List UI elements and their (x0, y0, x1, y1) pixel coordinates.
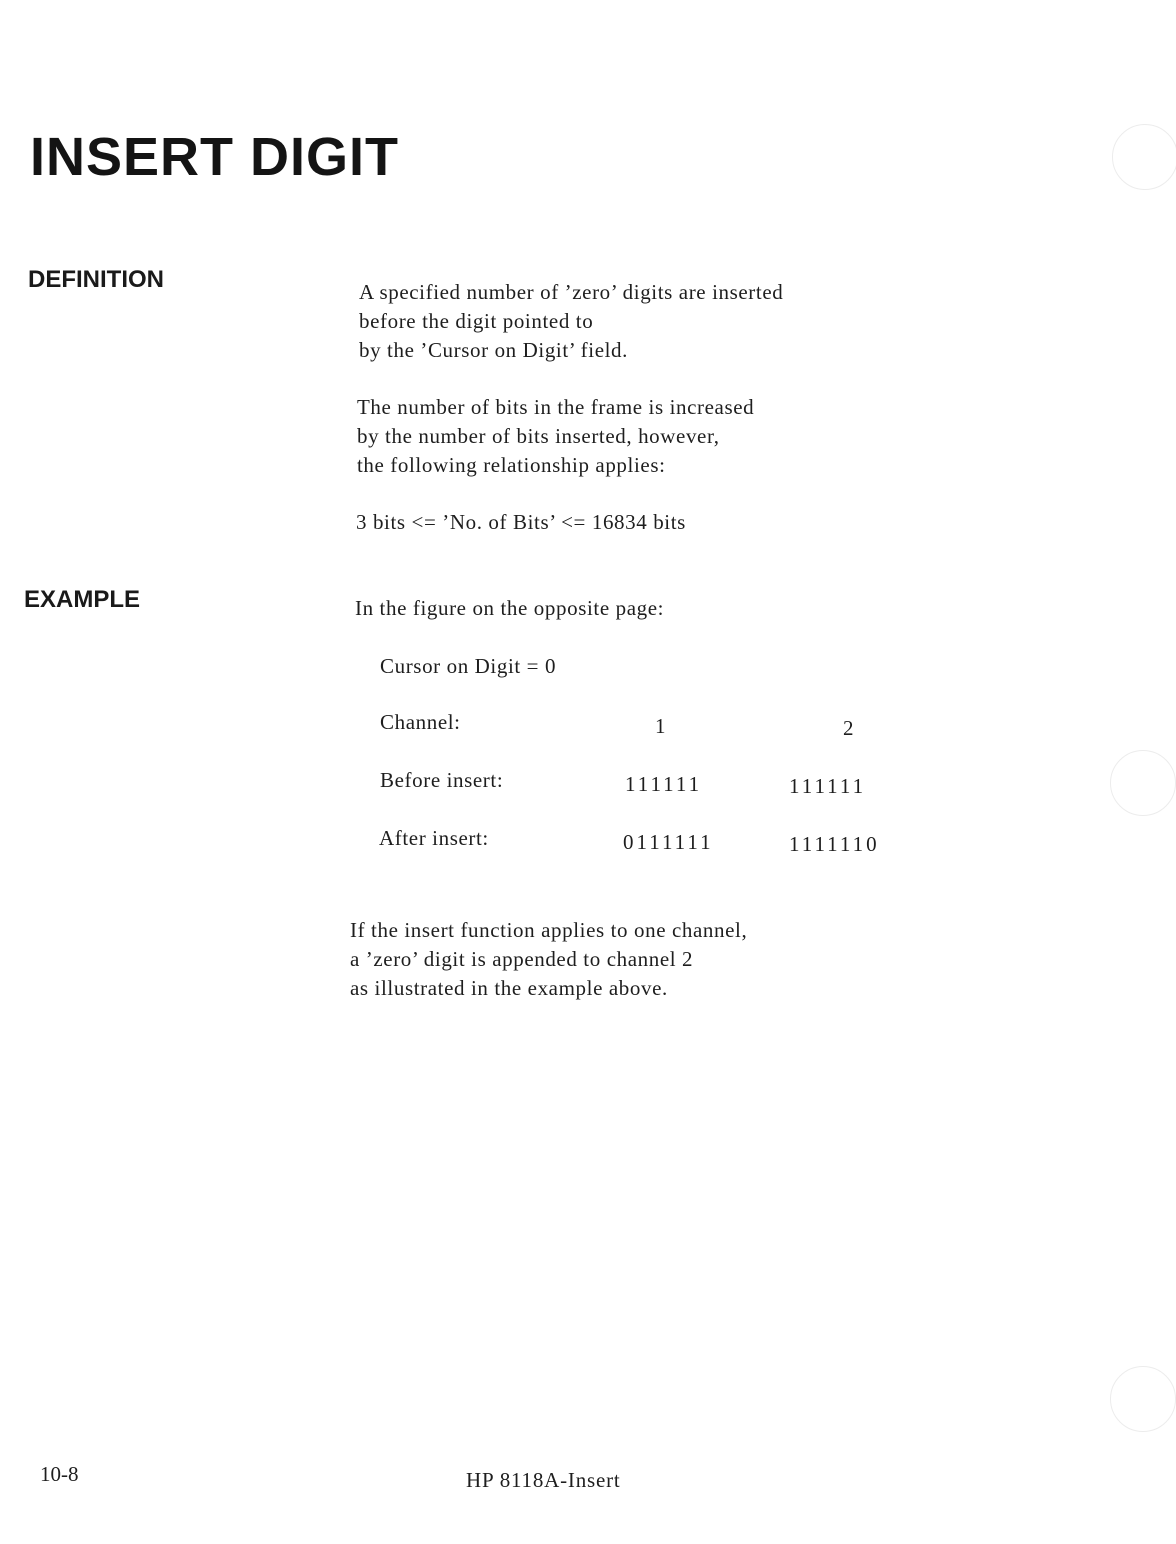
running-footer-title: HP 8118A-Insert (466, 1468, 621, 1492)
channel-2-header: 2 (843, 716, 857, 740)
example-intro: In the figure on the opposite page: (355, 596, 665, 620)
channel-1-header: 1 (655, 714, 669, 738)
binder-hole-top (1112, 124, 1176, 190)
definition-paragraph-1: A specified number of ’zero’ digits are inserted before the digit pointed to by the ’Cursor on Digit’ field. (359, 280, 784, 362)
definition-relationship: 3 bits <= ’No. of Bits’ <= 16834 bits (356, 510, 686, 534)
before-insert-channel-2: 111111 (789, 774, 867, 798)
page-number: 10-8 (40, 1462, 79, 1486)
page-title: INSERT DIGIT (30, 127, 400, 187)
example-note: If the insert function applies to one channel, a ’zero’ digit is appended to channel 2 as illustrated in the example above. (350, 918, 748, 1000)
binder-hole-middle (1110, 750, 1176, 816)
before-insert-label: Before insert: (380, 768, 504, 792)
before-insert-channel-1: 111111 (625, 772, 703, 796)
example-cursor-line: Cursor on Digit = 0 (380, 654, 557, 678)
after-insert-channel-1: 0111111 (623, 830, 714, 854)
binder-hole-bottom (1110, 1366, 1176, 1432)
after-insert-channel-2: 1111110 (789, 832, 880, 856)
definition-paragraph-2: The number of bits in the frame is increased by the number of bits inserted, however, the following relationship applies: (357, 395, 755, 477)
after-insert-label: After insert: (379, 826, 489, 850)
channel-row-label: Channel: (380, 710, 461, 734)
definition-heading: DEFINITION (28, 266, 164, 293)
example-heading: EXAMPLE (24, 586, 141, 613)
